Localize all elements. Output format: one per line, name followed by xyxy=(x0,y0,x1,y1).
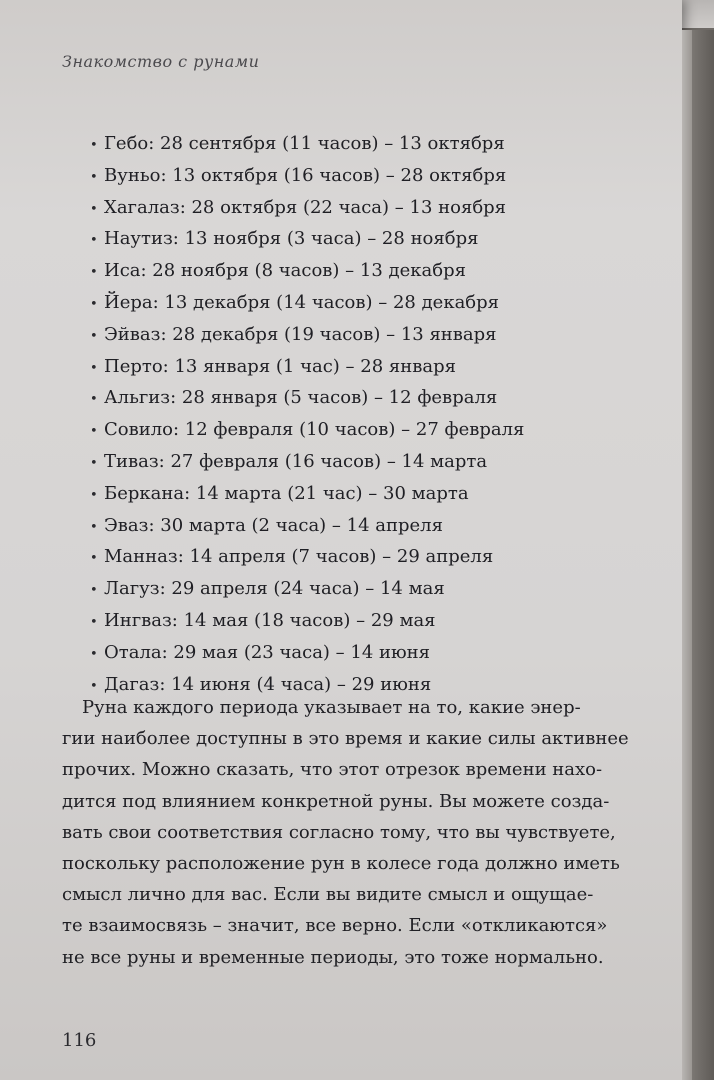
list-item xyxy=(90,255,524,287)
rune-period: Лагуз: 29 апреля (24 часа) – 14 мая xyxy=(104,578,445,600)
list-item xyxy=(90,541,524,573)
rune-period: Гебо: 28 сентября (11 часов) – 13 октября xyxy=(104,133,505,154)
bullet: • xyxy=(90,138,98,153)
body-paragraph xyxy=(62,692,627,973)
list-item xyxy=(90,446,524,478)
paragraph-line: дится под влиянием конкретной руны. Вы можете созда- xyxy=(62,790,610,812)
rune-period: Йера: 13 декабря (14 часов) – 28 декабря xyxy=(104,291,500,313)
bullet: • xyxy=(90,487,98,503)
bullet: • xyxy=(90,551,98,567)
rune-period: Эйваз: 28 декабря (19 часов) – 13 января xyxy=(104,323,497,345)
page-number: 116 xyxy=(62,1030,97,1051)
list-item xyxy=(90,573,524,605)
paragraph-line: Руна каждого периода указывает на то, какие энер- xyxy=(82,697,581,718)
list-item xyxy=(90,414,524,446)
rune-period: Беркана: 14 марта (21 час) – 30 марта xyxy=(104,482,469,504)
paragraph-line: вать свои соответствия согласно тому, что вы чувствуете, xyxy=(62,821,616,843)
list-item xyxy=(90,478,524,510)
rune-period: Альгиз: 28 января (5 часов) – 12 февраля xyxy=(104,387,498,409)
rune-period: Иса: 28 ноября (8 часов) – 13 декабря xyxy=(104,260,466,282)
rune-period: Наутиз: 13 ноября (3 часа) – 28 ноября xyxy=(104,228,479,250)
bullet: • xyxy=(90,678,98,694)
rune-period: Ингваз: 14 мая (18 часов) – 29 мая xyxy=(104,609,436,631)
list-item xyxy=(90,160,524,192)
bullet: • xyxy=(90,360,98,376)
rune-period: Тиваз: 27 февраля (16 часов) – 14 марта xyxy=(104,450,488,472)
bullet: • xyxy=(90,392,98,408)
bullet: • xyxy=(90,265,98,281)
list-item xyxy=(90,287,524,319)
list-item xyxy=(90,510,524,542)
rune-calendar-list xyxy=(90,128,524,700)
paragraph-line: не все руны и временные периоды, это тоже нормально. xyxy=(62,946,604,968)
rune-period: Эваз: 30 марта (2 часа) – 14 апреля xyxy=(104,514,443,536)
bullet: • xyxy=(90,519,98,535)
paragraph-line: поскольку расположение рун в колесе года должно иметь xyxy=(62,853,620,875)
rune-period: Перто: 13 января (1 час) – 28 января xyxy=(104,355,456,377)
bullet: • xyxy=(90,233,98,249)
list-item xyxy=(90,319,524,351)
list-item xyxy=(90,192,524,224)
list-item xyxy=(90,382,524,414)
rune-period: Хагалаз: 28 октября (22 часа) – 13 ноября xyxy=(104,196,507,218)
paragraph-line: прочих. Можно сказать, что этот отрезок времени нахо- xyxy=(62,759,603,781)
rune-period: Совило: 12 февраля (10 часов) – 27 февраля xyxy=(104,419,525,441)
bullet: • xyxy=(90,296,98,312)
bullet: • xyxy=(90,646,98,662)
rune-period: Вуньо: 13 октября (16 часов) – 28 октября xyxy=(104,164,507,186)
rune-period: Отала: 29 мая (23 часа) – 14 июня xyxy=(104,641,431,663)
list-item xyxy=(90,637,524,669)
bullet: • xyxy=(90,424,98,440)
bullet: • xyxy=(90,328,98,344)
bullet: • xyxy=(90,169,98,185)
list-item xyxy=(90,351,524,383)
bullet: • xyxy=(90,583,98,599)
running-head: Знакомство с рунами xyxy=(62,52,260,71)
bullet: • xyxy=(90,614,98,630)
rune-period: Дагаз: 14 июня (4 часа) – 29 июня xyxy=(104,673,432,695)
list-item xyxy=(90,223,524,255)
paragraph-line: смысл лично для вас. Если вы видите смысл и ощущае- xyxy=(62,884,594,906)
list-item xyxy=(90,128,524,160)
bullet: • xyxy=(90,455,98,471)
rune-period: Манназ: 14 апреля (7 часов) – 29 апреля xyxy=(104,546,494,568)
paragraph-line: гии наиболее доступны в это время и какие силы активнее xyxy=(62,728,629,750)
paragraph-line: те взаимосвязь – значит, все верно. Если «откликаются» xyxy=(62,915,608,937)
list-item xyxy=(90,605,524,637)
bullet: • xyxy=(90,201,98,217)
page-edge-shadow xyxy=(682,30,692,1080)
